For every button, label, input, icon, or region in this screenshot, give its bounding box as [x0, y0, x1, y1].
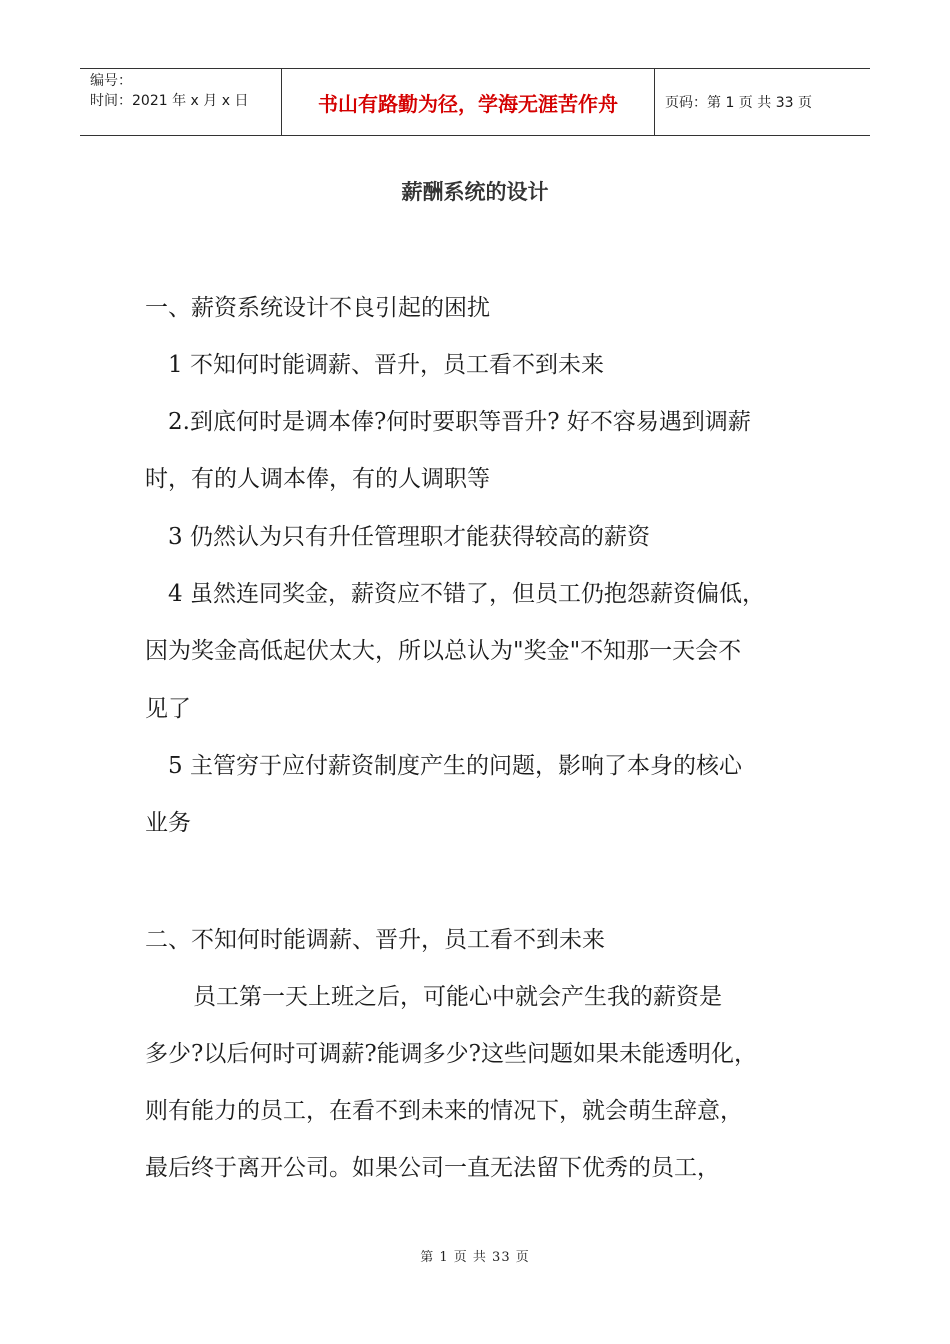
section-heading-1: 一、薪资系统设计不良引起的困扰	[145, 295, 490, 321]
document-header	[80, 68, 870, 136]
header-motto: 书山有路勤为径，学海无涯苦作舟	[282, 69, 655, 135]
header-meta-cell	[80, 69, 282, 135]
list-item: 4 虽然连同奖金，薪资应不错了，但员工仍抱怨薪资偏低，	[168, 581, 765, 607]
page-footer: 第 1 页 共 33 页	[420, 1250, 530, 1265]
list-item-continuation: 业务	[145, 810, 191, 836]
list-item: 5 主管穷于应付薪资制度产生的问题，影响了本身的核心	[168, 753, 742, 779]
paragraph-line: 则有能力的员工，在看不到未来的情况下，就会萌生辞意，	[145, 1098, 743, 1124]
header-page-info: 页码：第 1 页 共 33 页	[665, 95, 812, 111]
paragraph-line: 多少?以后何时可调薪?能调多少?这些问题如果未能透明化，	[145, 1041, 757, 1067]
list-item: 2.到底何时是调本俸?何时要职等晋升? 好不容易遇到调薪	[168, 409, 751, 435]
document-date-label: 时间：2021 年 x 月 x 日	[90, 93, 249, 109]
section-heading-2: 二、不知何时能调薪、晋升，员工看不到未来	[145, 927, 605, 953]
document-title: 薪酬系统的设计	[401, 180, 549, 204]
list-item: 1 不知何时能调薪、晋升，员工看不到未来	[168, 352, 604, 378]
document-number-label: 编号：	[90, 73, 132, 89]
paragraph-line: 员工第一天上班之后，可能心中就会产生我的薪资是	[193, 984, 722, 1010]
list-item-continuation: 时，有的人调本俸，有的人调职等	[145, 466, 490, 492]
paragraph-line: 最后终于离开公司。如果公司一直无法留下优秀的员工，	[145, 1155, 720, 1181]
list-item-continuation: 因为奖金高低起伏太大，所以总认为"奖金"不知那一天会不	[145, 638, 742, 664]
list-item: 3 仍然认为只有升任管理职才能获得较高的薪资	[168, 524, 650, 550]
list-item-continuation: 见了	[145, 696, 191, 722]
